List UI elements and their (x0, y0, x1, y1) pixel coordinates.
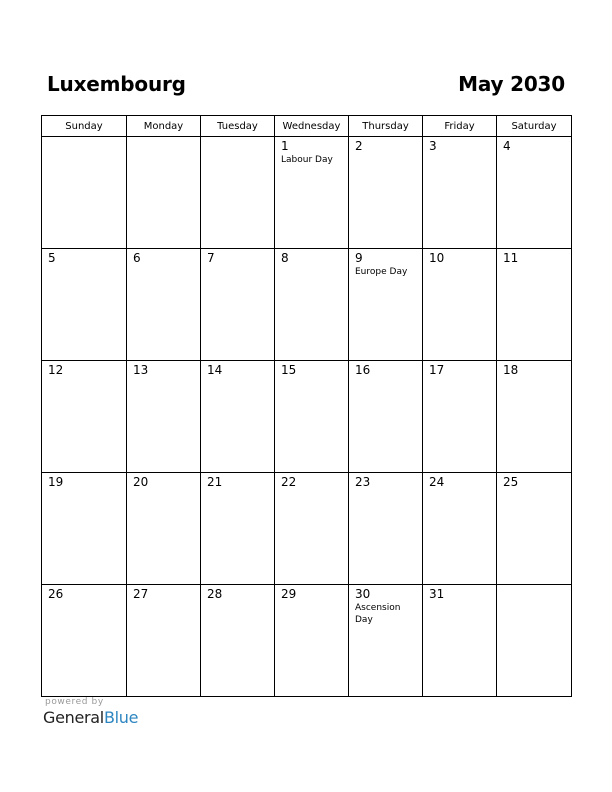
day-cell (497, 473, 572, 585)
day-cell (423, 473, 497, 585)
day-number: 26 (48, 587, 64, 601)
day-cell (127, 473, 201, 585)
day-cell (275, 137, 349, 249)
weekday-saturday: Saturday (497, 116, 572, 137)
day-number: 13 (133, 363, 149, 377)
month-year-title: May 2030 (458, 72, 565, 96)
day-number: 14 (207, 363, 223, 377)
day-cell (349, 137, 423, 249)
day-number: 3 (429, 139, 437, 153)
day-number: 28 (207, 587, 223, 601)
day-number: 7 (207, 251, 215, 265)
day-number: 25 (503, 475, 519, 489)
day-number: 20 (133, 475, 149, 489)
footer-branding (43, 697, 183, 737)
week-row (42, 473, 572, 585)
weekday-tuesday: Tuesday (201, 116, 275, 137)
weekday-friday: Friday (423, 116, 497, 137)
day-cell (423, 585, 497, 697)
day-cell (349, 585, 423, 697)
brand-general: General (43, 708, 104, 727)
day-cell (275, 249, 349, 361)
holiday-label: Europe Day (355, 267, 408, 277)
day-number: 30 (355, 587, 371, 601)
day-number: 23 (355, 475, 371, 489)
country-title: Luxembourg (47, 72, 186, 96)
day-cell (127, 585, 201, 697)
day-cell (275, 585, 349, 697)
day-cell (275, 473, 349, 585)
week-row (42, 361, 572, 473)
day-number: 8 (281, 251, 289, 265)
calendar-header (41, 70, 571, 100)
empty-day-cell (127, 137, 201, 249)
week-row (42, 249, 572, 361)
day-number: 27 (133, 587, 149, 601)
day-number: 11 (503, 251, 519, 265)
day-number: 19 (48, 475, 64, 489)
day-cell (42, 585, 127, 697)
empty-day-cell (42, 137, 127, 249)
powered-by-text: powered by (45, 697, 104, 707)
day-cell (127, 249, 201, 361)
day-number: 12 (48, 363, 64, 377)
day-number: 17 (429, 363, 445, 377)
day-number: 22 (281, 475, 297, 489)
day-cell (201, 585, 275, 697)
day-number: 24 (429, 475, 445, 489)
day-number: 21 (207, 475, 223, 489)
brand-blue: Blue (103, 708, 139, 727)
week-row (42, 585, 572, 697)
weekday-sunday: Sunday (42, 116, 127, 137)
day-number: 15 (281, 363, 297, 377)
day-number: 4 (503, 139, 511, 153)
day-cell (349, 473, 423, 585)
day-number: 29 (281, 587, 297, 601)
holiday-label: Labour Day (281, 155, 333, 165)
day-cell (349, 361, 423, 473)
day-number: 5 (48, 251, 56, 265)
day-cell (42, 361, 127, 473)
day-cell (42, 249, 127, 361)
day-cell (497, 361, 572, 473)
calendar-weeks (42, 137, 572, 697)
holiday-label: Ascension Day (355, 603, 401, 625)
day-number: 16 (355, 363, 371, 377)
week-row (42, 137, 572, 249)
day-cell (201, 473, 275, 585)
day-number: 6 (133, 251, 141, 265)
day-cell (349, 249, 423, 361)
day-cell (423, 361, 497, 473)
month-calendar-grid (41, 115, 572, 697)
day-cell (42, 473, 127, 585)
empty-day-cell (201, 137, 275, 249)
weekday-thursday: Thursday (349, 116, 423, 137)
day-cell (497, 137, 572, 249)
day-number: 2 (355, 139, 363, 153)
day-number: 31 (429, 587, 445, 601)
day-cell (201, 249, 275, 361)
weekday-monday: Monday (127, 116, 201, 137)
day-cell (423, 137, 497, 249)
day-cell (127, 361, 201, 473)
day-number: 10 (429, 251, 445, 265)
day-number: 18 (503, 363, 519, 377)
day-number: 1 (281, 139, 289, 153)
weekday-wednesday: Wednesday (275, 116, 349, 137)
generalblue-logo (43, 708, 138, 727)
weekday-header-row (42, 116, 572, 137)
day-number: 9 (355, 251, 363, 265)
day-cell (201, 361, 275, 473)
day-cell (275, 361, 349, 473)
empty-day-cell (497, 585, 572, 697)
day-cell (423, 249, 497, 361)
day-cell (497, 249, 572, 361)
